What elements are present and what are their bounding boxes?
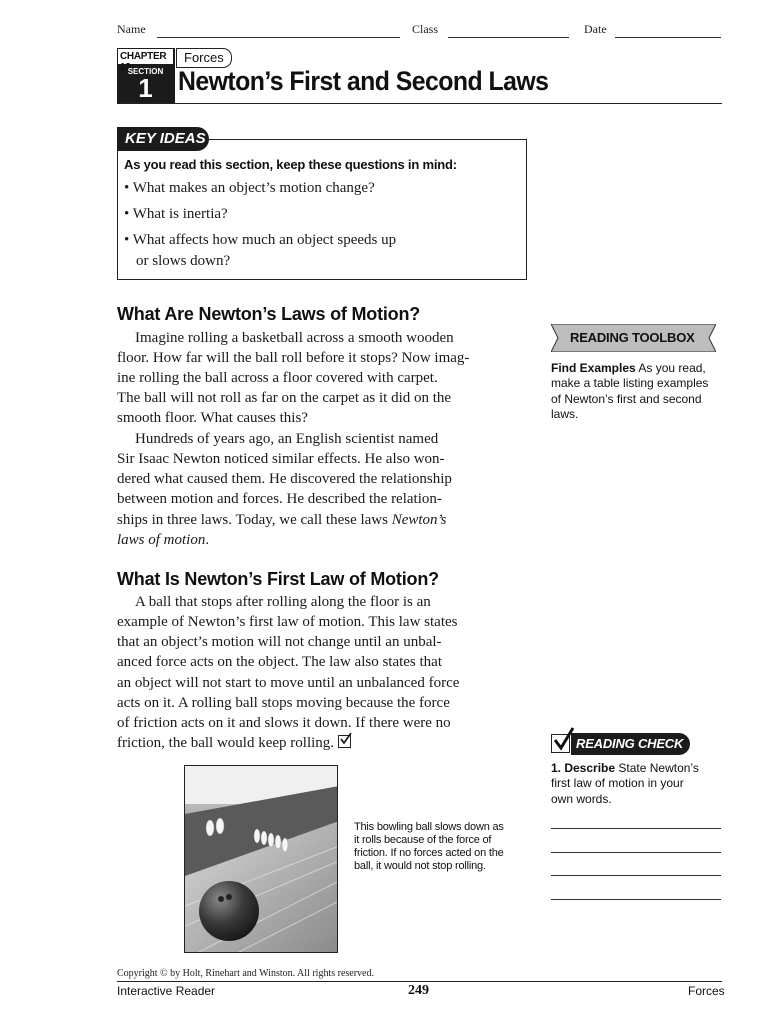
- body-line: The ball will not roll as far on the carpet as it did on the: [117, 390, 452, 406]
- body-line: of friction acts on it and slows it down. If there were no: [117, 715, 451, 731]
- body-line: [117, 510, 446, 530]
- date-field-line[interactable]: [615, 37, 721, 38]
- body-line: ine rolling the ball across a floor covered with carpet.: [117, 370, 438, 386]
- name-field-line[interactable]: [157, 37, 400, 38]
- caption-line: ball, it would not stop rolling.: [354, 860, 486, 872]
- bowling-ball-photo: [184, 765, 338, 953]
- reading-check-marker-icon: [338, 735, 351, 748]
- key-ideas-tab: [117, 127, 209, 151]
- body-line: between motion and forces. He described the relation-: [117, 491, 442, 507]
- key-ideas-label: KEY IDEAS: [125, 130, 206, 147]
- answer-line[interactable]: [551, 875, 721, 876]
- section-number: 1: [138, 73, 153, 103]
- body-line: example of Newton’s first law of motion. This law states: [117, 614, 458, 630]
- body-line: floor. How far will the ball roll before it stops? Now imag-: [117, 350, 470, 366]
- body-text: friction, the ball would keep rolling.: [117, 735, 335, 751]
- reading-toolbox-label: READING TOOLBOX: [570, 330, 695, 345]
- page-number: 249: [408, 983, 429, 998]
- caption-line: friction. If no forces acted on the: [354, 847, 504, 859]
- key-ideas-intro: As you read this section, keep these questions in mind:: [124, 157, 457, 172]
- body-line: dered what caused them. He discovered the relationship: [117, 471, 452, 487]
- copyright-notice: Copyright © by Holt, Rinehart and Winston. All rights reserved.: [117, 968, 374, 979]
- body-line: that an object’s motion will not change until an unbal-: [117, 634, 442, 650]
- term-newtons: Newton’s: [391, 512, 447, 528]
- chapter-label: CHAPTER 12: [120, 51, 167, 73]
- key-idea-bullet: • What is inertia?: [124, 206, 228, 222]
- reading-check-line: own words.: [551, 792, 612, 806]
- body-line: A ball that stops after rolling along the floor is an: [135, 594, 431, 610]
- section-heading-laws: What Are Newton’s Laws of Motion?: [117, 304, 421, 324]
- body-line: smooth floor. What causes this?: [117, 410, 308, 426]
- footer-book-title: Interactive Reader: [117, 984, 216, 998]
- class-label: Class: [412, 22, 439, 36]
- body-line: [117, 530, 209, 550]
- key-idea-bullet: • What affects how much an object speeds up: [124, 232, 397, 248]
- caption-line: This bowling ball slows down as: [354, 821, 504, 833]
- key-idea-bullet-continued: or slows down?: [136, 253, 231, 269]
- reading-check-text: State Newton’s: [615, 761, 699, 775]
- toolbox-line: of Newton’s first and second: [551, 392, 702, 406]
- page-title: Newton’s First and Second Laws: [178, 66, 549, 96]
- reading-check-number: 1. Describe: [551, 761, 616, 775]
- name-label: Name: [117, 22, 146, 36]
- answer-line[interactable]: [551, 899, 721, 900]
- title-divider: [117, 103, 722, 104]
- footer-chapter-name: Forces: [688, 984, 725, 998]
- term-laws-of-motion: laws of motion: [117, 532, 206, 548]
- date-label: Date: [584, 22, 607, 36]
- checkmark-icon: [553, 726, 575, 752]
- answer-line[interactable]: [551, 852, 721, 853]
- body-line: an object will not start to move until an unbalanced force: [117, 675, 460, 691]
- footer-divider: [117, 981, 722, 982]
- answer-line[interactable]: [551, 828, 721, 829]
- bowling-lane-image: [185, 766, 338, 953]
- body-line: acts on it. A rolling ball stops moving because the force: [117, 695, 450, 711]
- body-text: ships in three laws. Today, we call these laws: [117, 512, 392, 528]
- body-line: Hundreds of years ago, an English scientist named: [135, 431, 439, 447]
- body-line: [117, 733, 351, 753]
- reading-check-tab: [571, 733, 690, 755]
- section-heading-first-law: What Is Newton’s First Law of Motion?: [117, 569, 439, 589]
- toolbox-lead: Find Examples: [551, 361, 636, 375]
- reading-check-line: first law of motion in your: [551, 776, 684, 790]
- body-line: anced force acts on the object. The law also states that: [117, 654, 443, 670]
- toolbox-line: [551, 360, 706, 376]
- class-field-line[interactable]: [448, 37, 569, 38]
- reading-check-label: READING CHECK: [576, 736, 684, 751]
- body-text: .: [205, 532, 210, 548]
- chapter-topic: Forces: [176, 48, 232, 68]
- body-line: Imagine rolling a basketball across a smooth wooden: [135, 330, 454, 346]
- body-line: Sir Isaac Newton noticed similar effects. He also won-: [117, 451, 445, 467]
- caption-line: it rolls because of the force of: [354, 834, 492, 846]
- toolbox-line: make a table listing examples: [551, 376, 709, 390]
- section-label: SECTION: [127, 67, 164, 76]
- figure-caption: [354, 821, 504, 873]
- reading-check-line: [551, 760, 699, 776]
- key-idea-bullet: • What makes an object’s motion change?: [124, 180, 375, 196]
- toolbox-line: laws.: [551, 407, 579, 421]
- toolbox-text: As you read,: [635, 361, 706, 375]
